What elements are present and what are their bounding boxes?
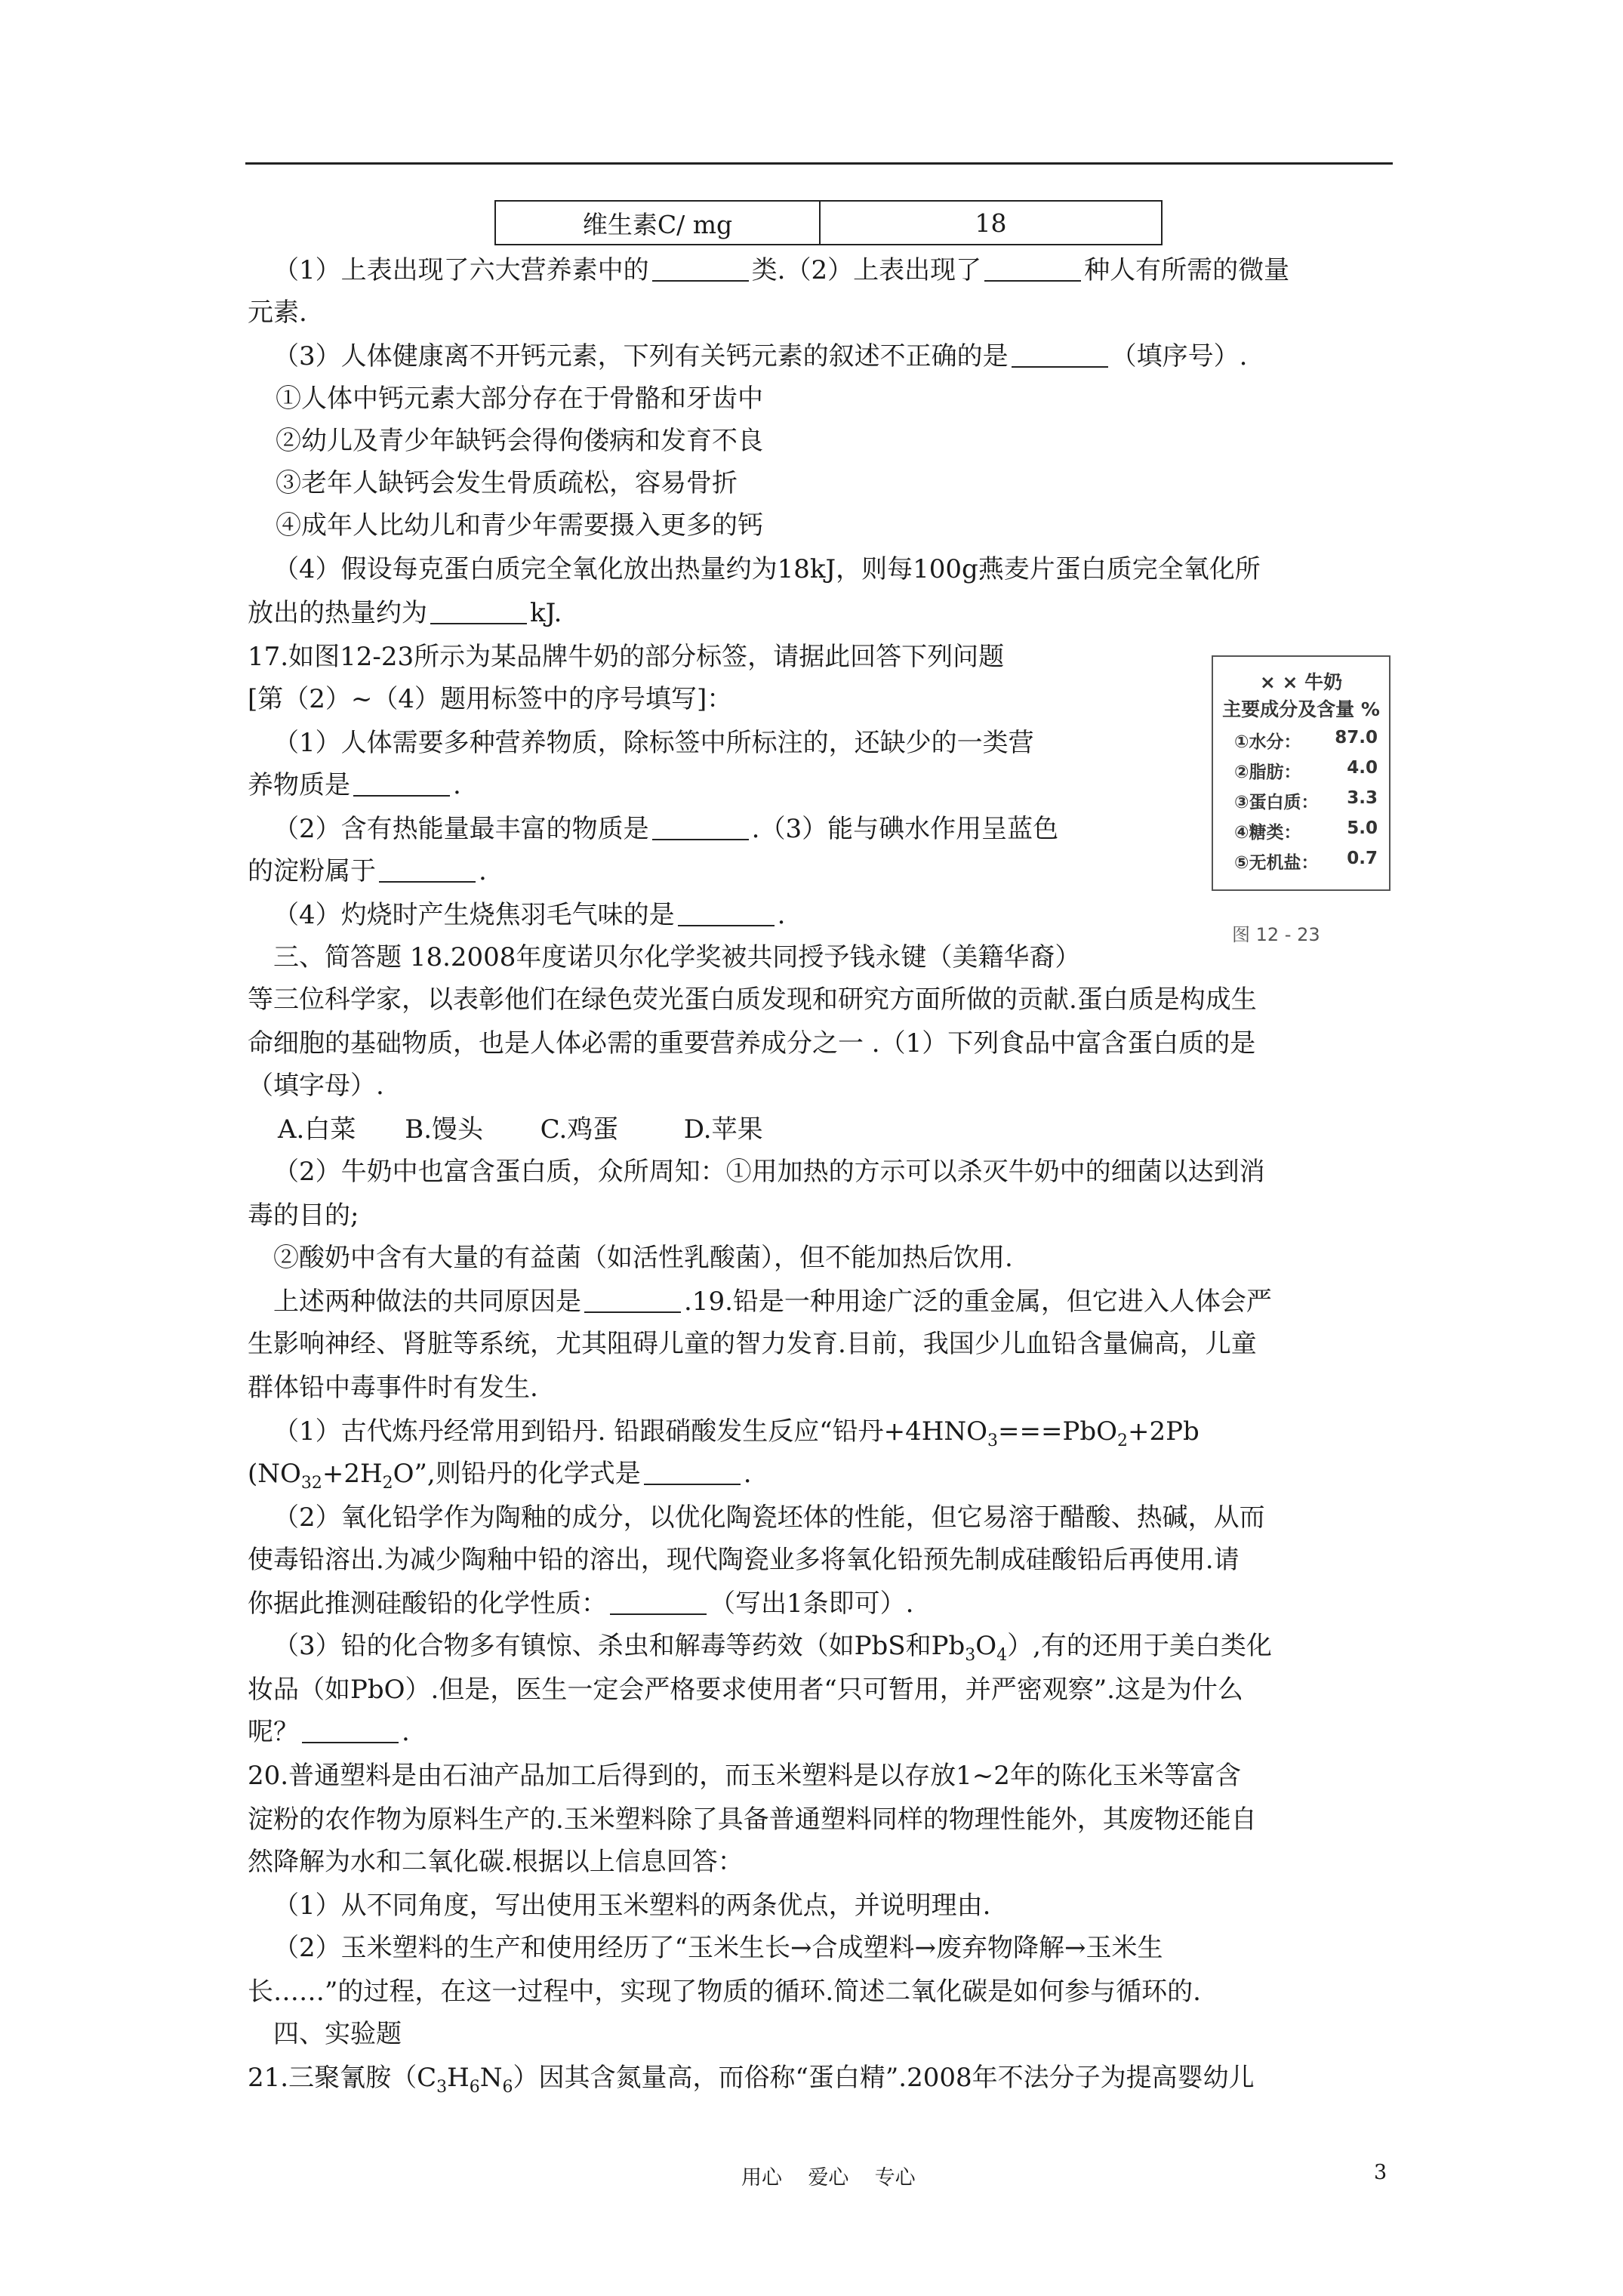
q18-options: A.白菜 B.馒头 C.鸡蛋 D.苹果 xyxy=(278,1114,763,1145)
q17-line4: 养物质是 . xyxy=(248,770,461,800)
milk-label-title: × × 牛奶 xyxy=(1259,671,1343,693)
q17-line5: （2）含有热能量最丰富的物质是 .（3）能与碘水作用呈蓝色 xyxy=(273,814,1059,844)
q17-line3: （1）人体需要多种营养物质，除标签中所标注的，还缺少的一类营 xyxy=(273,728,1034,758)
q19-line2: 群体铅中毒事件时有发生. xyxy=(248,1373,538,1403)
q18-line3: 命细胞的基础物质，也是人体必需的重要营养成分之一 .（1）下列食品中富含蛋白质的是 xyxy=(248,1028,1256,1059)
table-cell-label: 维生素C/ mg xyxy=(496,202,821,244)
q19-line6: 使毒铅溶出.为减少陶釉中铅的溶出，现代陶瓷业多将氧化铅预先制成硅酸铅后再使用.请 xyxy=(248,1545,1240,1575)
q19-line9: 妆品（如PbO）.但是，医生一定会严格要求使用者“只可暂用，并严密观察”.这是为什么 xyxy=(248,1675,1243,1705)
blank xyxy=(644,1461,741,1485)
q18-line6: 毒的目的; xyxy=(248,1200,359,1231)
blank xyxy=(584,1289,681,1313)
q18-line2: 等三位科学家，以表彰他们在绿色荧光蛋白质发现和研究方面所做的贡献.蛋白质是构成生 xyxy=(248,985,1257,1015)
q17-line2: [第（2）~（4）题用标签中的序号填写]： xyxy=(248,684,733,714)
blank xyxy=(302,1719,399,1743)
q20-line2: 淀粉的农作物为原料生产的.玉米塑料除了具备普通塑料同样的物理性能外，其废物还能自 xyxy=(248,1804,1257,1835)
table-cell-value: 18 xyxy=(975,208,1007,238)
blank xyxy=(430,600,527,624)
q16-option-3: ③老年人缺钙会发生骨质疏松，容易骨折 xyxy=(276,468,738,498)
blank xyxy=(678,902,775,926)
blank xyxy=(652,257,749,282)
section-heading-experiment: 四、实验题 xyxy=(273,2019,402,2049)
q16-option-2: ②幼儿及青少年缺钙会得佝偻病和发育不良 xyxy=(276,426,763,456)
milk-label-row: ⑤无机盐： 0.7 xyxy=(1234,849,1378,873)
blank xyxy=(610,1591,707,1615)
footer-motto: 用心 爱心 专心 xyxy=(741,2166,916,2190)
blank xyxy=(652,816,749,840)
q20-line1: 20.普通塑料是由石油产品加工后得到的，而玉米塑料是以存放1~2年的陈化玉米等富含 xyxy=(248,1761,1241,1791)
blank xyxy=(984,257,1081,282)
q18-line7: ②酸奶中含有大量的有益菌（如活性乳酸菌），但不能加热后饮用. xyxy=(273,1243,1013,1273)
q16-line1: （1）上表出现了六大营养素中的 类.（2）上表出现了 种人有所需的微量 xyxy=(273,255,1290,285)
q19-line4: ($NO_{32}+2H_2O$”,则铅丹的化学式是 . xyxy=(248,1459,752,1493)
page-number: 3 xyxy=(1374,2161,1387,2184)
q18-line8: 上述两种做法的共同原因是 .19.铅是一种用途广泛的重金属，但它进入人体会严 xyxy=(273,1287,1272,1317)
q20-line5: （2）玉米塑料的生产和使用经历了“玉米生长→合成塑料→废弃物降解→玉米生 xyxy=(273,1933,1163,1963)
q17-line1: 17.如图12-23所示为某品牌牛奶的部分标签，请据此回答下列问题 xyxy=(248,642,1005,672)
figure-caption: 图 12 - 23 xyxy=(1232,924,1320,945)
q17-line6: 的淀粉属于 . xyxy=(248,856,487,886)
q18-line1: 三、简答题 18.2008年度诺贝尔化学奖被共同授予钱永键（美籍华裔） xyxy=(273,942,1081,972)
q19-line1: 生影响神经、肾脏等系统，尤其阻碍儿童的智力发育.目前，我国少儿血铅含量偏高，儿童 xyxy=(248,1329,1257,1359)
q18-line5: （2）牛奶中也富含蛋白质，众所周知：①用加热的方示可以杀灭牛奶中的细菌以达到消 xyxy=(273,1157,1265,1187)
milk-label-row: ④糖类： 5.0 xyxy=(1234,818,1378,843)
milk-label-row: ②脂肪： 4.0 xyxy=(1234,758,1378,782)
blank xyxy=(353,772,450,797)
blank xyxy=(379,858,476,883)
q19-line3: （1）古代炼丹经常用到铅丹. 铅跟硝酸发生反应“铅丹$+4HNO_3===PbO_2+2Pb$ xyxy=(273,1416,1200,1450)
q19-line10: 呢？ . xyxy=(248,1717,410,1747)
nutrition-table-row xyxy=(494,200,1163,245)
milk-label-figure xyxy=(1212,655,1390,891)
q16-option-1: ①人体中钙元素大部分存在于骨骼和牙齿中 xyxy=(276,384,763,414)
q20-line3: 然降解为水和二氧化碳.根据以上信息回答： xyxy=(248,1847,744,1877)
q16-line2: 元素. xyxy=(248,297,307,328)
q16-line5: 放出的热量约为 kJ. xyxy=(248,598,562,628)
blank xyxy=(1012,344,1108,368)
q19-line5: （2）氧化铅学作为陶釉的成分，以优化陶瓷坯体的性能，但它易溶于醋酸、热碱，从而 xyxy=(273,1502,1265,1533)
milk-label-row: ①水分： 87.0 xyxy=(1234,728,1378,752)
q20-line6: 长……”的过程，在这一过程中，实现了物质的循环.简述二氧化碳是如何参与循环的. xyxy=(248,1977,1201,2007)
q21-line1: 21.三聚氰胺$(C_3H_6N_6)$因其含氮量高，而俗称“蛋白精”.2008年不法分子为提高婴幼儿 xyxy=(248,2063,1255,2097)
q16-option-4: ④成年人比幼儿和青少年需要摄入更多的钙 xyxy=(276,510,763,541)
q19-line7: 你据此推测硅酸铅的化学性质： （写出1条即可）. xyxy=(248,1589,914,1619)
q17-line7: （4）灼烧时产生烧焦羽毛气味的是 . xyxy=(273,900,786,930)
q20-line4: （1）从不同角度，写出使用玉米塑料的两条优点，并说明理由. xyxy=(273,1891,991,1921)
milk-label-row: ③蛋白质： 3.3 xyxy=(1234,788,1378,812)
milk-label-subtitle: 主要成分及含量 % xyxy=(1222,698,1380,720)
header-rule xyxy=(245,162,1393,165)
q16-line3: （3）人体健康离不开钙元素，下列有关钙元素的叙述不正确的是 （填序号）. xyxy=(273,341,1248,371)
q18-line4: （填字母）. xyxy=(248,1071,384,1101)
q19-line8: （3）铅的化合物多有镇惊、杀虫和解毒等药效（如PbS和$Pb_3O_4$）,有的还用于美白类化 xyxy=(273,1631,1272,1665)
q16-line4: （4）假设每克蛋白质完全氧化放出热量约为18kJ，则每100g燕麦片蛋白质完全氧化所 xyxy=(273,554,1261,584)
